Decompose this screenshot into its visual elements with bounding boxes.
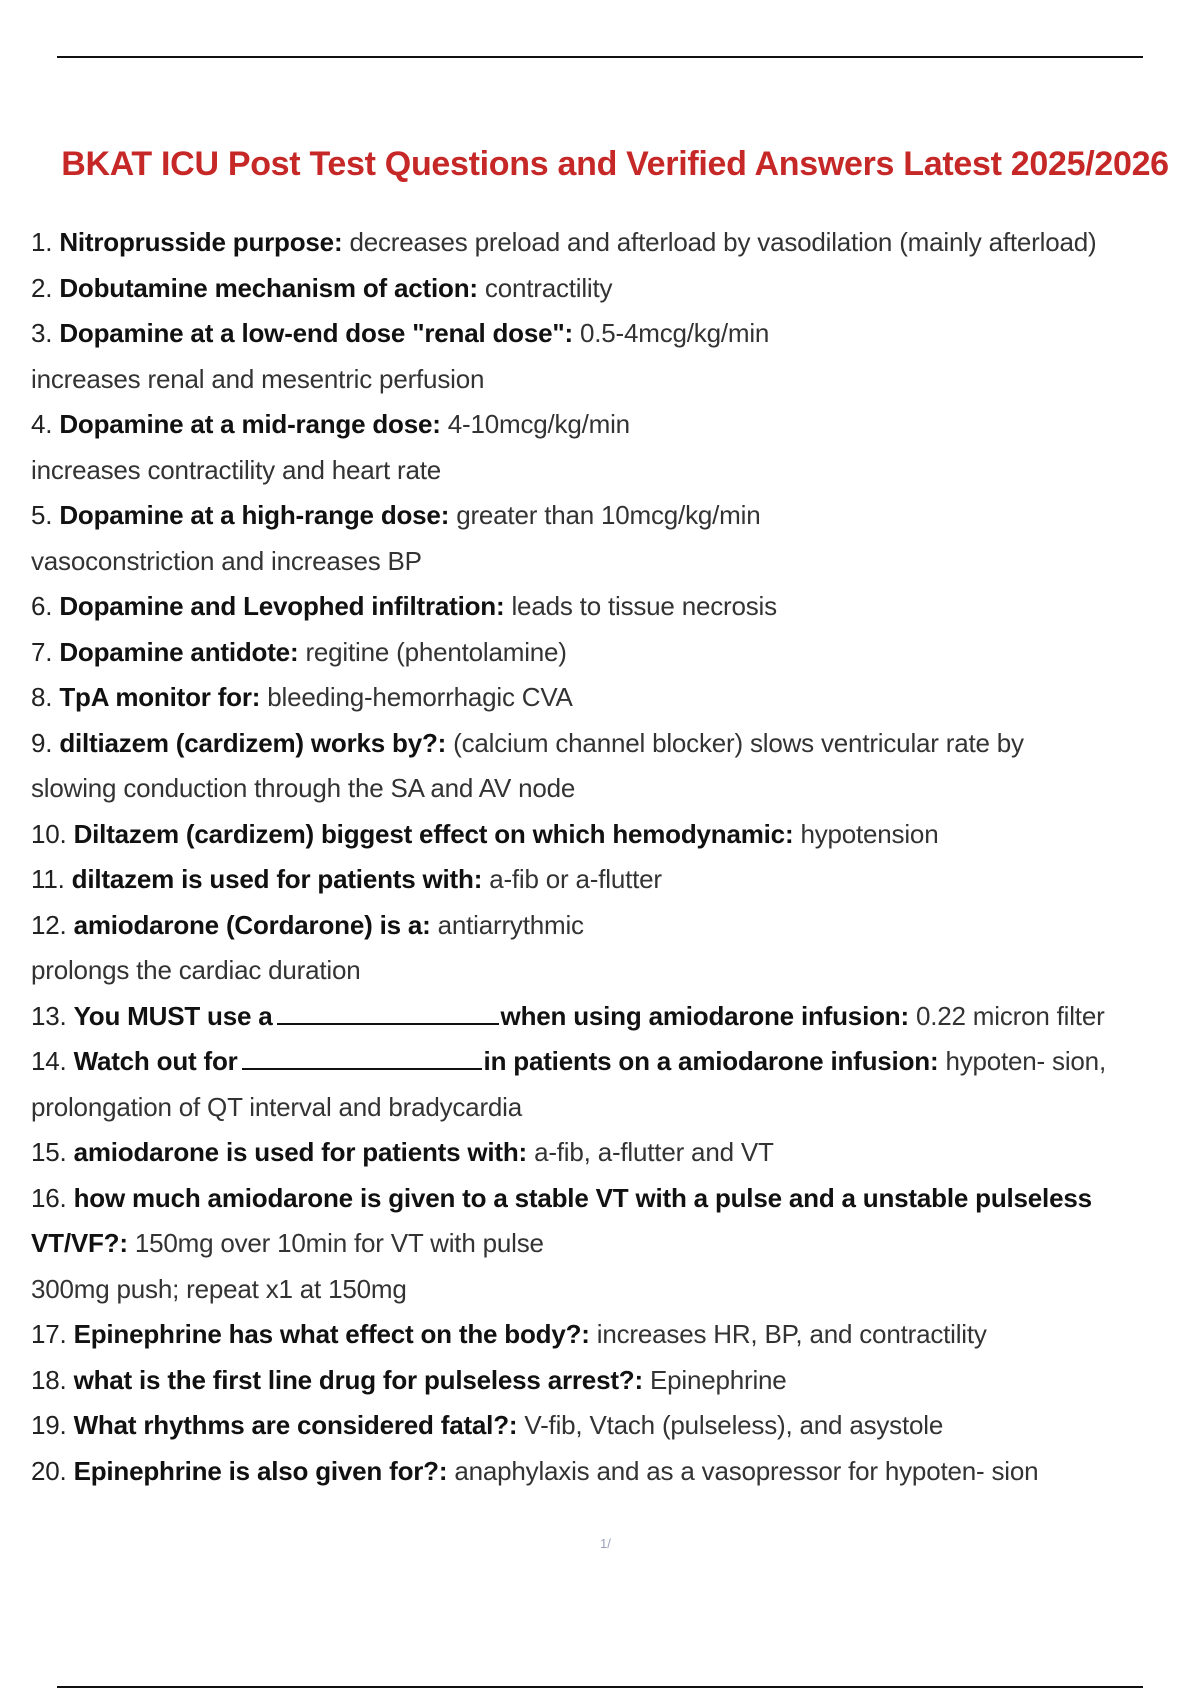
answer-text: (calcium channel blocker) slows ventricular rate by xyxy=(453,727,1024,758)
list-item xyxy=(31,266,1191,312)
answer-text: contractility xyxy=(484,272,613,303)
list-item xyxy=(31,493,1191,584)
question-text-tail: in patients on a amiodarone infusion: xyxy=(483,1046,939,1076)
item-number: 2. xyxy=(31,272,53,303)
page-title: BKAT ICU Post Test Questions and Verified Answers Latest 2025/2026 xyxy=(61,144,1169,183)
answer-text: antiarrythmic xyxy=(437,909,584,940)
item-number: 3. xyxy=(31,318,53,348)
item-number: 12. xyxy=(31,909,67,940)
question-text: how much amiodarone is given to a stable VT with a pulse and a unstable pulseless xyxy=(73,1182,1092,1213)
question-text: Dobutamine mechanism of action: xyxy=(59,272,478,303)
answer-text: leads to tissue necrosis xyxy=(511,591,777,621)
answer-continuation: 300mg push; repeat x1 at 150mg xyxy=(31,1273,407,1304)
question-text: Diltazem (cardizem) biggest effect on which hemodynamic: xyxy=(73,818,794,849)
answer-text: regitine (phentolamine) xyxy=(305,636,567,667)
question-line-2 xyxy=(31,1221,1191,1267)
list-item xyxy=(31,857,1191,903)
answer-continuation: prolongation of QT interval and bradycardia xyxy=(31,1091,522,1122)
list-item xyxy=(31,220,1191,266)
answer-text: increases HR, BP, and contractility xyxy=(596,1319,987,1349)
item-number: 7. xyxy=(31,636,53,667)
question-text: Dopamine at a mid-range dose: xyxy=(59,409,441,439)
item-number: 20. xyxy=(31,1455,67,1486)
answer-text: 0.5-4mcg/kg/min xyxy=(580,318,770,348)
question-text: amiodarone is used for patients with: xyxy=(73,1137,528,1167)
item-number: 15. xyxy=(31,1137,67,1167)
list-item xyxy=(31,1039,1191,1130)
fill-in-blank xyxy=(277,1003,499,1025)
item-number: 1. xyxy=(31,227,53,257)
top-rule xyxy=(57,56,1143,58)
item-number: 4. xyxy=(31,409,53,439)
answer-text: hypotension xyxy=(800,818,939,849)
item-number: 10. xyxy=(31,818,67,849)
question-text-tail: VT/VF?: xyxy=(31,1228,128,1258)
answer-continuation: vasoconstriction and increases BP xyxy=(31,545,422,576)
answer-text: 150mg over 10min for VT with pulse xyxy=(134,1228,544,1258)
item-number: 5. xyxy=(31,500,53,530)
list-item xyxy=(31,1449,1191,1495)
page-number: 1/ xyxy=(600,1536,611,1551)
list-item xyxy=(31,311,1191,402)
question-text: amiodarone (Cordarone) is a: xyxy=(73,909,431,940)
answer-continuation: prolongs the cardiac duration xyxy=(31,955,361,985)
list-item xyxy=(31,903,1191,994)
question-text: Nitroprusside purpose: xyxy=(59,227,343,257)
question-text: What rhythms are considered fatal?: xyxy=(73,1410,518,1440)
answer-text: greater than 10mcg/kg/min xyxy=(456,500,761,530)
item-number: 6. xyxy=(31,591,53,621)
list-item xyxy=(31,1130,1191,1176)
list-item xyxy=(31,721,1191,812)
list-item xyxy=(31,584,1191,630)
list-item xyxy=(31,1358,1191,1404)
item-number: 18. xyxy=(31,1364,67,1395)
list-item xyxy=(31,994,1191,1040)
list-item xyxy=(31,1176,1191,1313)
answer-text: decreases preload and afterload by vasodilation (mainly afterload) xyxy=(349,227,1097,257)
answer-continuation: slowing conduction through the SA and AV node xyxy=(31,773,576,803)
item-number: 13. xyxy=(31,1000,67,1031)
item-number: 8. xyxy=(31,682,53,712)
answer-text: hypoten- sion, xyxy=(945,1046,1106,1076)
answer-continuation: increases renal and mesentric perfusion xyxy=(31,363,485,394)
list-item xyxy=(31,630,1191,676)
question-text: diltiazem (cardizem) works by?: xyxy=(59,727,447,758)
question-text: Dopamine and Levophed infiltration: xyxy=(59,591,505,621)
list-item xyxy=(31,402,1191,493)
item-number: 16. xyxy=(31,1182,67,1213)
answer-text: anaphylaxis and as a vasopressor for hypoten- sion xyxy=(454,1455,1039,1486)
answer-text: V-fib, Vtach (pulseless), and asystole xyxy=(524,1410,944,1440)
answer-text: Epinephrine xyxy=(649,1364,787,1395)
answer-text: a-fib, a-flutter and VT xyxy=(534,1137,774,1167)
qa-list xyxy=(31,220,1191,1494)
item-number: 19. xyxy=(31,1410,67,1440)
question-text-tail: when using amiodarone infusion: xyxy=(500,1000,909,1031)
item-number: 17. xyxy=(31,1319,67,1349)
question-text: Watch out for xyxy=(73,1046,238,1076)
question-text: You MUST use a xyxy=(73,1000,273,1031)
list-item xyxy=(31,812,1191,858)
question-text: what is the first line drug for pulseless arrest?: xyxy=(73,1364,643,1395)
item-number: 14. xyxy=(31,1046,67,1076)
answer-text: 4-10mcg/kg/min xyxy=(447,409,630,439)
item-number: 9. xyxy=(31,727,53,758)
question-text: diltazem is used for patients with: xyxy=(71,864,483,894)
list-item xyxy=(31,1312,1191,1358)
question-text: TpA monitor for: xyxy=(59,682,261,712)
answer-continuation: increases contractility and heart rate xyxy=(31,454,442,485)
question-text: Epinephrine has what effect on the body?: xyxy=(73,1319,590,1349)
answer-text: bleeding-hemorrhagic CVA xyxy=(267,682,573,712)
question-text: Dopamine antidote: xyxy=(59,636,299,667)
answer-text: a-fib or a-flutter xyxy=(489,864,662,894)
item-number: 11. xyxy=(31,864,65,894)
fill-in-blank xyxy=(242,1048,482,1070)
list-item xyxy=(31,1403,1191,1449)
list-item xyxy=(31,675,1191,721)
question-text: Dopamine at a high-range dose: xyxy=(59,500,450,530)
question-text: Epinephrine is also given for?: xyxy=(73,1455,448,1486)
question-text: Dopamine at a low-end dose "renal dose": xyxy=(59,318,573,348)
answer-text: 0.22 micron filter xyxy=(915,1000,1105,1031)
bottom-rule xyxy=(57,1686,1143,1688)
